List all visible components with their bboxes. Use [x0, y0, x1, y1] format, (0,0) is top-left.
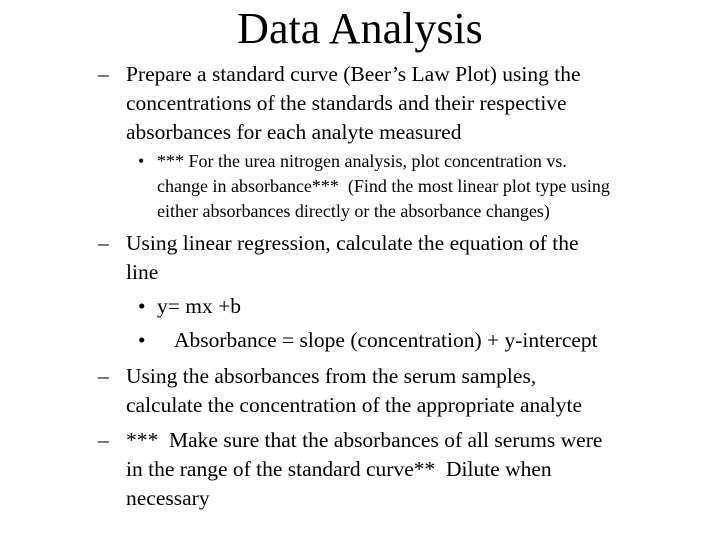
- item-line: either absorbances directly or the absorbance changes): [157, 201, 550, 221]
- dash-marker: –: [98, 62, 109, 86]
- bullet-marker: •: [138, 151, 145, 171]
- item-line: line: [126, 260, 159, 284]
- item-line: Using linear regression, calculate the equation of the: [126, 231, 579, 255]
- bullet-marker: •: [138, 328, 146, 352]
- item-line: Prepare a standard curve (Beer’s Law Plot) using the: [126, 62, 581, 86]
- item-line: change in absorbance*** (Find the most linear plot type using: [157, 176, 610, 196]
- item-line: *** For the urea nitrogen analysis, plot concentration vs.: [157, 151, 567, 171]
- item-line: calculate the concentration of the appropriate analyte: [126, 393, 583, 417]
- dash-marker: –: [98, 364, 109, 388]
- item-line: absorbances for each analyte measured: [126, 120, 462, 144]
- bullet-marker: •: [138, 294, 146, 318]
- item-line: necessary: [126, 486, 210, 510]
- item-line: *** Make sure that the absorbances of all serums were: [126, 428, 603, 452]
- dash-marker: –: [98, 428, 109, 452]
- item-line: concentrations of the standards and their respective: [126, 91, 567, 115]
- item-line: in the range of the standard curve** Dilute when: [126, 457, 552, 481]
- item-line: Absorbance = slope (concentration) + y-intercept: [174, 328, 598, 352]
- dash-marker: –: [98, 231, 109, 255]
- slide-title: Data Analysis: [237, 4, 483, 53]
- item-line: Using the absorbances from the serum samples,: [126, 364, 537, 388]
- item-line: y= mx +b: [157, 294, 241, 318]
